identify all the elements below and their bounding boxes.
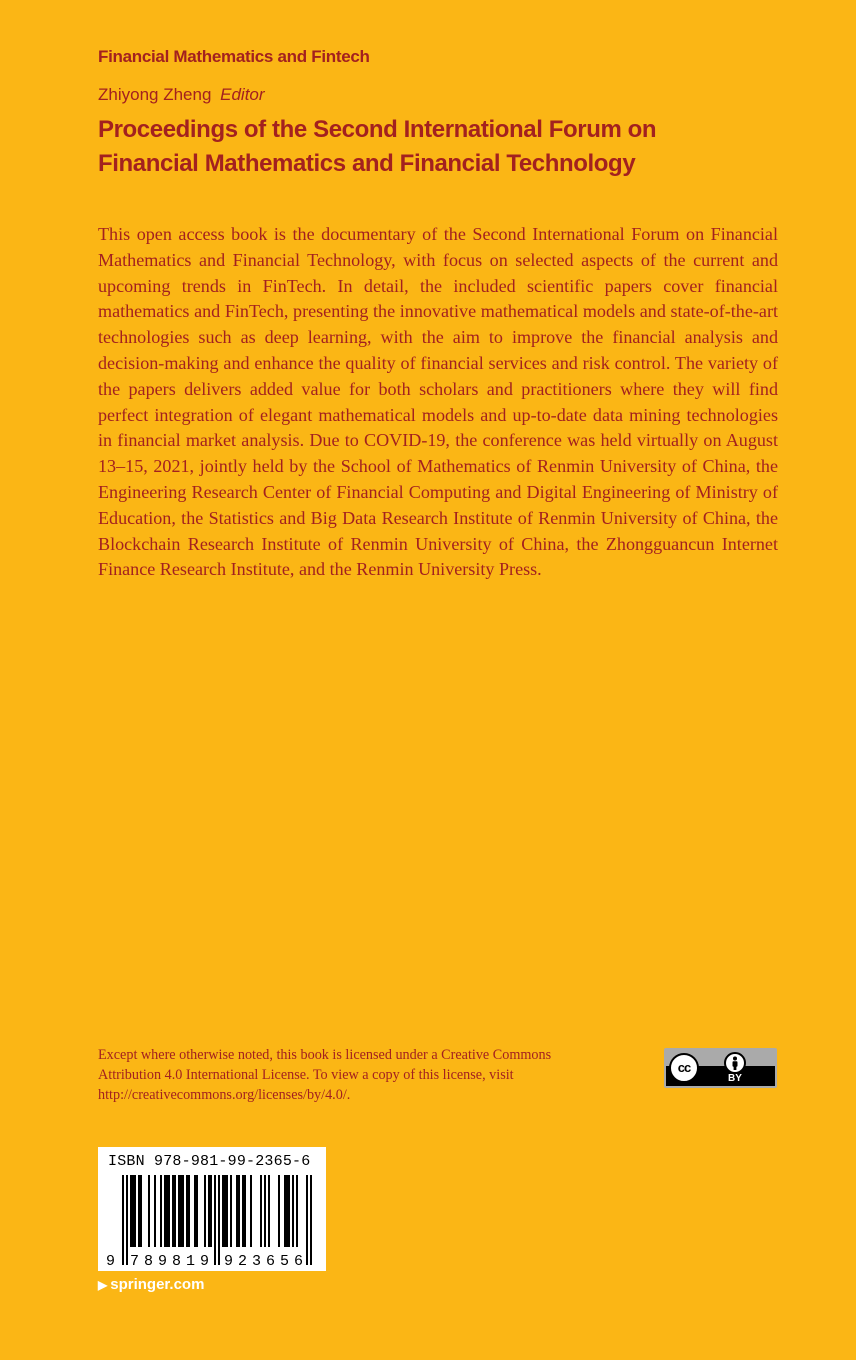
barcode-bar — [238, 1175, 240, 1247]
barcode-digit: 3 — [252, 1253, 262, 1270]
barcode-bar — [268, 1175, 270, 1247]
barcode-bar — [122, 1175, 124, 1265]
barcode-bar — [278, 1175, 280, 1247]
arrow-right-icon: ▶ — [98, 1278, 108, 1292]
barcode-bar — [292, 1175, 294, 1247]
barcode-digit: 9 — [158, 1253, 168, 1270]
barcode-bar — [196, 1175, 198, 1247]
series-title: Financial Mathematics and Fintech — [98, 47, 370, 66]
barcode-bar — [218, 1175, 220, 1265]
barcode-bar — [286, 1175, 288, 1247]
barcode-bar — [182, 1175, 184, 1247]
barcode-digit: 6 — [294, 1253, 304, 1270]
cc-icon: cc — [669, 1053, 699, 1083]
barcode-digit: 9 — [224, 1253, 234, 1270]
barcode-bar — [310, 1175, 312, 1265]
cc-by-license-badge[interactable] — [664, 1048, 777, 1088]
barcode-bar — [230, 1175, 232, 1247]
barcode-bar — [236, 1175, 238, 1247]
barcode-bar — [178, 1175, 180, 1247]
barcode-bar — [154, 1175, 156, 1247]
isbn-barcode — [98, 1147, 326, 1271]
barcode-bar — [264, 1175, 266, 1247]
barcode-bar — [180, 1175, 182, 1247]
barcode-bar — [174, 1175, 176, 1247]
barcode-digit: 1 — [186, 1253, 196, 1270]
editor-name: Zhiyong Zheng — [98, 85, 212, 104]
license-notice: Except where otherwise noted, this book is licensed under a Creative Commons Attribution 4.0 International License. To view a copy of this license, visit http://creativecommons.org/licenses/by/4.0/. — [98, 1047, 552, 1103]
barcode-bar — [204, 1175, 206, 1247]
barcode-bar — [172, 1175, 174, 1247]
barcode-bar — [168, 1175, 170, 1247]
barcode-bar — [306, 1175, 308, 1265]
barcode-bar — [160, 1175, 162, 1247]
barcode-bar — [208, 1175, 210, 1247]
barcode-bar — [188, 1175, 190, 1247]
barcode-bar — [242, 1175, 244, 1247]
isbn-label: ISBN 978-981-99-2365-6 — [108, 1153, 311, 1170]
barcode-bar — [214, 1175, 216, 1265]
barcode-bar — [250, 1175, 252, 1247]
editor-role: Editor — [220, 85, 265, 104]
attribution-person-icon — [724, 1052, 746, 1074]
barcode-digit: 9 — [106, 1253, 116, 1270]
barcode-bar — [164, 1175, 166, 1247]
barcode-bar — [222, 1175, 224, 1247]
barcode-bar — [186, 1175, 188, 1247]
barcode-bar — [130, 1175, 132, 1247]
barcode-bar — [194, 1175, 196, 1247]
book-title: Proceedings of the Second International Forum on Financial Mathematics and Financial Technology — [98, 116, 657, 177]
barcode-bar — [284, 1175, 286, 1247]
barcode-bar — [260, 1175, 262, 1247]
springer-link-text[interactable]: springer.com — [110, 1276, 205, 1293]
book-abstract: This open access book is the documentary of the Second International Forum on Financial Mathematics and Financial Technology, with focus on selected aspects of the current and upcoming trends in FinTech. In detail, the included scientific papers cover financial mathematics and FinTech, presenting the innovative mathematical models and state-of-the-art technologies such as deep learning, with the aim to improve the financial analysis and decision-making and enhance the quality of financial services and risk control. The variety of the papers delivers added value for both scholars and practitioners where they will find perfect integration of elegant mathematical models and up-to-date data mining technologies in financial market analysis. Due to COVID-19, the conference was held virtually on August 13–15, 2021, jointly held by the School of Mathematics of Renmin University of China, the Engineering Research Center of Financial Computing and Digital Engineering of Ministry of Education, the Statistics and Big Data Research Institute of Renmin University of China, the Blockchain Research Institute of Renmin University of China, the Zhongguancun Internet Finance Research Institute, and the Renmin University Press. — [98, 224, 778, 580]
barcode-bar — [148, 1175, 150, 1247]
barcode-digit: 6 — [266, 1253, 276, 1270]
barcode-digit: 5 — [280, 1253, 290, 1270]
barcode-bar — [210, 1175, 212, 1247]
barcode-digit: 8 — [144, 1253, 154, 1270]
barcode-bar — [296, 1175, 298, 1247]
by-label: BY — [728, 1073, 742, 1084]
barcode-bar — [126, 1175, 128, 1265]
barcode-bar — [138, 1175, 140, 1247]
barcode-bar — [132, 1175, 134, 1247]
barcode-digit: 9 — [200, 1253, 210, 1270]
barcode-bar — [226, 1175, 228, 1247]
barcode-digit: 7 — [130, 1253, 140, 1270]
editor-line — [98, 85, 265, 105]
barcode-bar — [224, 1175, 226, 1247]
barcode-bar — [166, 1175, 168, 1247]
barcode-bar — [244, 1175, 246, 1247]
barcode-digit: 8 — [172, 1253, 182, 1270]
barcode-bar — [288, 1175, 290, 1247]
barcode-bar — [134, 1175, 136, 1247]
barcode-digit: 2 — [238, 1253, 248, 1270]
springer-link[interactable] — [98, 1276, 204, 1293]
barcode-bar — [140, 1175, 142, 1247]
